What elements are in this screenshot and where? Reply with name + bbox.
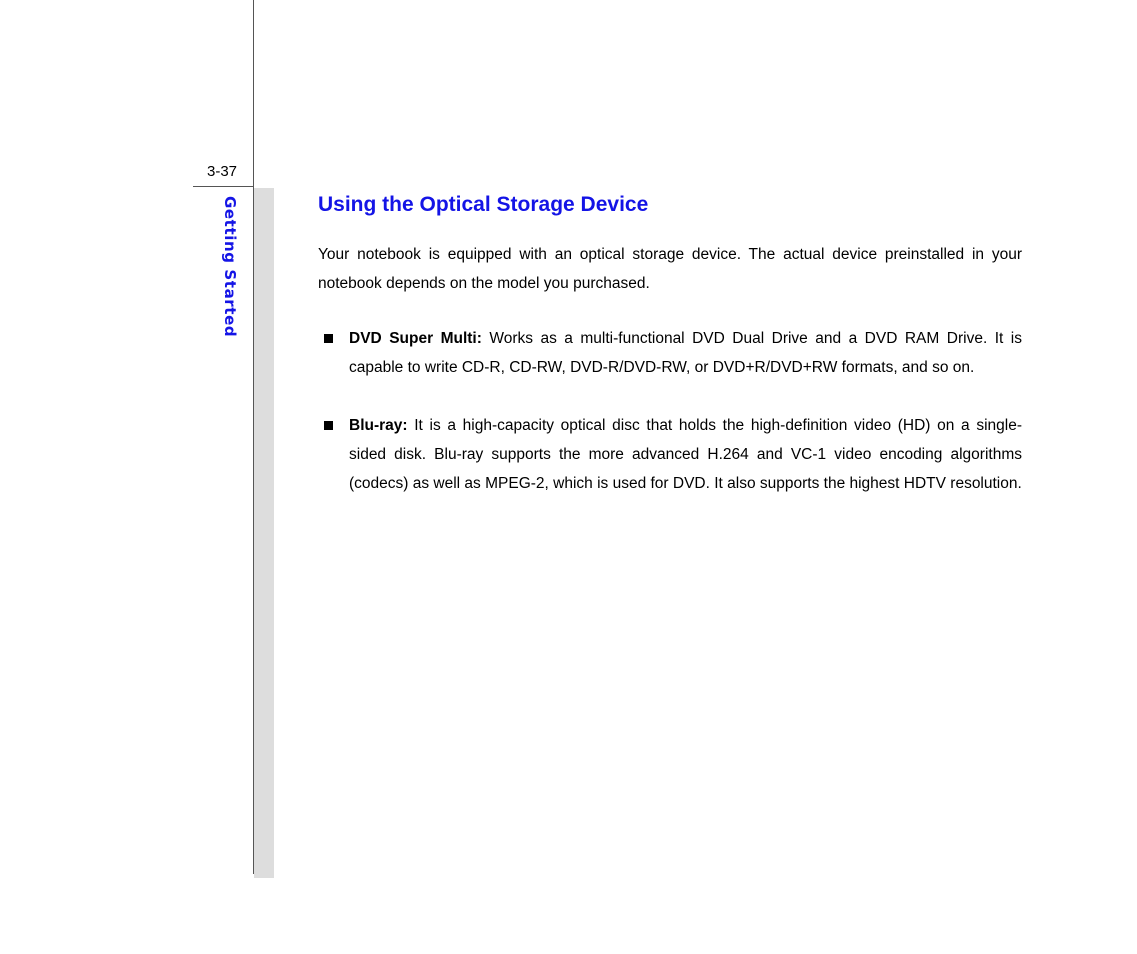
section-title: Using the Optical Storage Device (318, 193, 649, 216)
page-number-rule (193, 186, 254, 187)
intro-paragraph: Your notebook is equipped with an optical storage device. The actual device preinstalled in your notebook depends on the model you purchased. (318, 246, 1022, 292)
list-item-blu-ray (318, 411, 1022, 498)
main-content (318, 190, 1022, 498)
page-number: 3-37 (206, 163, 238, 180)
item-term: DVD Super Multi: (349, 330, 482, 347)
chapter-label: Getting Started (221, 196, 239, 338)
margin-shade-bar (254, 188, 274, 878)
square-bullet-icon (324, 421, 333, 430)
item-term: Blu-ray: (349, 417, 408, 434)
list-item-dvd-super-multi (318, 324, 1022, 382)
square-bullet-icon (324, 334, 333, 343)
item-description: Works as a multi-functional DVD Dual Drive and a DVD RAM Drive. It is capable to write CD-R, CD-RW, DVD-R/DVD-RW, or DVD+R/DVD+RW formats, and so on. (349, 330, 1022, 376)
device-list (318, 324, 1022, 498)
item-description: It is a high-capacity optical disc that holds the high-definition video (HD) on a single-sided disk. Blu-ray supports the more advanced H.264 and VC-1 video encoding algorithms (codecs) as well as MPEG-2, which is used for DVD. It also supports the highest HDTV resolution. (349, 417, 1022, 492)
